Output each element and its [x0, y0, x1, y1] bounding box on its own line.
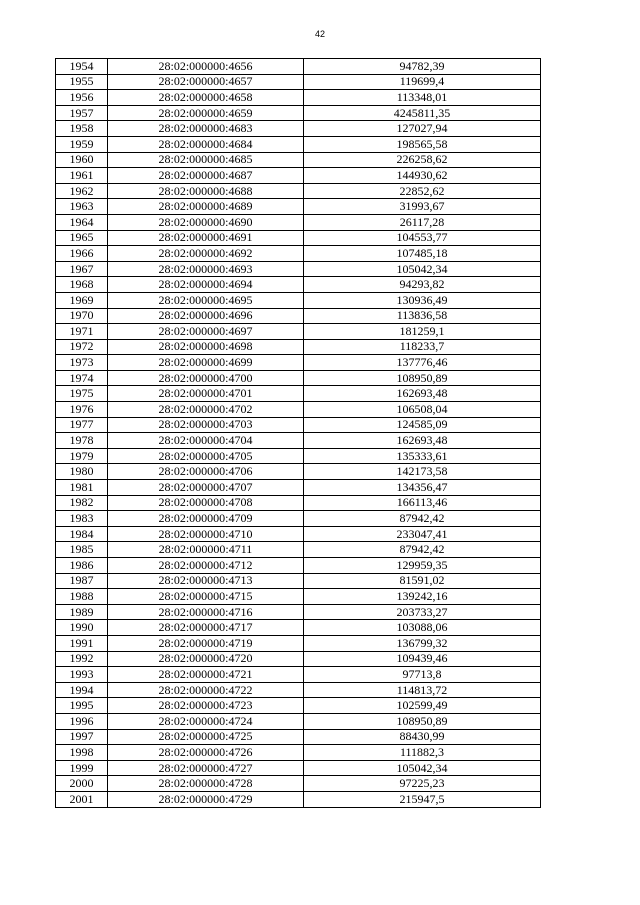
table-row — [56, 791, 541, 807]
cadastral-value-cell: 139242,16 — [304, 589, 541, 605]
row-number-cell: 1977 — [56, 417, 108, 433]
table-row — [56, 339, 541, 355]
row-number-cell: 1956 — [56, 90, 108, 106]
row-number-cell: 1954 — [56, 59, 108, 75]
cadastral-value-cell: 114813,72 — [304, 682, 541, 698]
cadastral-value-cell: 233047,41 — [304, 526, 541, 542]
cadastral-number-cell: 28:02:000000:4719 — [108, 635, 304, 651]
row-number-cell: 1996 — [56, 713, 108, 729]
cadastral-number-cell: 28:02:000000:4717 — [108, 620, 304, 636]
row-number-cell: 1964 — [56, 214, 108, 230]
cadastral-number-cell: 28:02:000000:4656 — [108, 59, 304, 75]
cadastral-number-cell: 28:02:000000:4720 — [108, 651, 304, 667]
table-row — [56, 713, 541, 729]
table-row — [56, 526, 541, 542]
cadastral-value-cell: 4245811,35 — [304, 105, 541, 121]
row-number-cell: 1987 — [56, 573, 108, 589]
cadastral-value-cell: 104553,77 — [304, 230, 541, 246]
table-row — [56, 74, 541, 90]
cadastral-value-cell: 97225,23 — [304, 776, 541, 792]
cadastral-value-cell: 88430,99 — [304, 729, 541, 745]
cadastral-number-cell: 28:02:000000:4704 — [108, 433, 304, 449]
cadastral-value-cell: 111882,3 — [304, 745, 541, 761]
cadastral-number-cell: 28:02:000000:4690 — [108, 214, 304, 230]
row-number-cell: 1979 — [56, 448, 108, 464]
table-row — [56, 448, 541, 464]
table-row — [56, 651, 541, 667]
row-number-cell: 1992 — [56, 651, 108, 667]
row-number-cell: 1963 — [56, 199, 108, 215]
cadastral-value-cell: 135333,61 — [304, 448, 541, 464]
cadastral-value-cell: 108950,89 — [304, 370, 541, 386]
cadastral-value-cell: 130936,49 — [304, 292, 541, 308]
table-row — [56, 635, 541, 651]
cadastral-number-cell: 28:02:000000:4701 — [108, 386, 304, 402]
table-row — [56, 417, 541, 433]
cadastral-value-cell: 87942,42 — [304, 511, 541, 527]
cadastral-number-cell: 28:02:000000:4710 — [108, 526, 304, 542]
row-number-cell: 1966 — [56, 246, 108, 262]
table-row — [56, 667, 541, 683]
row-number-cell: 1976 — [56, 402, 108, 418]
cadastral-value-cell: 137776,46 — [304, 355, 541, 371]
cadastral-number-cell: 28:02:000000:4688 — [108, 183, 304, 199]
table-row — [56, 386, 541, 402]
cadastral-number-cell: 28:02:000000:4727 — [108, 760, 304, 776]
row-number-cell: 1972 — [56, 339, 108, 355]
cadastral-value-cell: 124585,09 — [304, 417, 541, 433]
table-row — [56, 370, 541, 386]
cadastral-number-cell: 28:02:000000:4657 — [108, 74, 304, 90]
table-row — [56, 558, 541, 574]
cadastral-number-cell: 28:02:000000:4692 — [108, 246, 304, 262]
table-row — [56, 105, 541, 121]
row-number-cell: 1999 — [56, 760, 108, 776]
row-number-cell: 1961 — [56, 168, 108, 184]
cadastral-number-cell: 28:02:000000:4705 — [108, 448, 304, 464]
table-row — [56, 620, 541, 636]
cadastral-value-cell: 105042,34 — [304, 760, 541, 776]
row-number-cell: 1984 — [56, 526, 108, 542]
cadastral-value-cell: 144930,62 — [304, 168, 541, 184]
table-row — [56, 199, 541, 215]
table-row — [56, 604, 541, 620]
cadastral-value-cell: 119699,4 — [304, 74, 541, 90]
cadastral-number-cell: 28:02:000000:4721 — [108, 667, 304, 683]
cadastral-value-cell: 181259,1 — [304, 324, 541, 340]
cadastral-value-cell: 113836,58 — [304, 308, 541, 324]
row-number-cell: 1962 — [56, 183, 108, 199]
row-number-cell: 1989 — [56, 604, 108, 620]
row-number-cell: 1978 — [56, 433, 108, 449]
table-row — [56, 542, 541, 558]
cadastral-number-cell: 28:02:000000:4659 — [108, 105, 304, 121]
table-row — [56, 136, 541, 152]
cadastral-value-cell: 162693,48 — [304, 433, 541, 449]
row-number-cell: 1957 — [56, 105, 108, 121]
row-number-cell: 1991 — [56, 635, 108, 651]
cadastral-value-cell: 107485,18 — [304, 246, 541, 262]
cadastral-number-cell: 28:02:000000:4728 — [108, 776, 304, 792]
cadastral-number-cell: 28:02:000000:4683 — [108, 121, 304, 137]
row-number-cell: 1993 — [56, 667, 108, 683]
cadastral-value-cell: 129959,35 — [304, 558, 541, 574]
cadastral-value-cell: 118233,7 — [304, 339, 541, 355]
table-row — [56, 121, 541, 137]
table-row — [56, 682, 541, 698]
row-number-cell: 2001 — [56, 791, 108, 807]
cadastral-value-cell: 22852,62 — [304, 183, 541, 199]
row-number-cell: 1998 — [56, 745, 108, 761]
cadastral-value-cell: 31993,67 — [304, 199, 541, 215]
row-number-cell: 1965 — [56, 230, 108, 246]
cadastral-value-cell: 81591,02 — [304, 573, 541, 589]
row-number-cell: 2000 — [56, 776, 108, 792]
cadastral-value-cell: 106508,04 — [304, 402, 541, 418]
table-row — [56, 59, 541, 75]
cadastral-number-cell: 28:02:000000:4722 — [108, 682, 304, 698]
row-number-cell: 1974 — [56, 370, 108, 386]
cadastral-number-cell: 28:02:000000:4703 — [108, 417, 304, 433]
cadastral-value-cell: 94293,82 — [304, 277, 541, 293]
row-number-cell: 1975 — [56, 386, 108, 402]
cadastral-value-cell: 94782,39 — [304, 59, 541, 75]
cadastral-number-cell: 28:02:000000:4709 — [108, 511, 304, 527]
row-number-cell: 1967 — [56, 261, 108, 277]
table-body — [56, 59, 541, 808]
table-row — [56, 277, 541, 293]
cadastral-number-cell: 28:02:000000:4691 — [108, 230, 304, 246]
cadastral-number-cell: 28:02:000000:4702 — [108, 402, 304, 418]
cadastral-number-cell: 28:02:000000:4729 — [108, 791, 304, 807]
cadastral-number-cell: 28:02:000000:4698 — [108, 339, 304, 355]
table-row — [56, 776, 541, 792]
table-row — [56, 308, 541, 324]
table-row — [56, 729, 541, 745]
table-row — [56, 214, 541, 230]
table-row — [56, 90, 541, 106]
cadastral-number-cell: 28:02:000000:4707 — [108, 480, 304, 496]
cadastral-number-cell: 28:02:000000:4697 — [108, 324, 304, 340]
row-number-cell: 1980 — [56, 464, 108, 480]
table-row — [56, 168, 541, 184]
cadastral-number-cell: 28:02:000000:4716 — [108, 604, 304, 620]
cadastral-number-cell: 28:02:000000:4725 — [108, 729, 304, 745]
cadastral-number-cell: 28:02:000000:4708 — [108, 495, 304, 511]
row-number-cell: 1982 — [56, 495, 108, 511]
cadastral-value-cell: 166113,46 — [304, 495, 541, 511]
cadastral-number-cell: 28:02:000000:4684 — [108, 136, 304, 152]
cadastral-number-cell: 28:02:000000:4723 — [108, 698, 304, 714]
cadastral-number-cell: 28:02:000000:4696 — [108, 308, 304, 324]
table-row — [56, 464, 541, 480]
table-row — [56, 433, 541, 449]
row-number-cell: 1995 — [56, 698, 108, 714]
cadastral-value-cell: 136799,32 — [304, 635, 541, 651]
cadastral-value-cell: 162693,48 — [304, 386, 541, 402]
cadastral-value-cell: 105042,34 — [304, 261, 541, 277]
cadastral-number-cell: 28:02:000000:4694 — [108, 277, 304, 293]
cadastral-value-cell: 108950,89 — [304, 713, 541, 729]
row-number-cell: 1985 — [56, 542, 108, 558]
cadastral-value-cell: 142173,58 — [304, 464, 541, 480]
cadastral-number-cell: 28:02:000000:4706 — [108, 464, 304, 480]
row-number-cell: 1955 — [56, 74, 108, 90]
cadastral-value-cell: 134356,47 — [304, 480, 541, 496]
page-number: 42 — [314, 29, 325, 39]
cadastral-number-cell: 28:02:000000:4695 — [108, 292, 304, 308]
row-number-cell: 1983 — [56, 511, 108, 527]
cadastral-number-cell: 28:02:000000:4712 — [108, 558, 304, 574]
cadastral-number-cell: 28:02:000000:4724 — [108, 713, 304, 729]
cadastral-value-cell: 109439,46 — [304, 651, 541, 667]
cadastral-number-cell: 28:02:000000:4689 — [108, 199, 304, 215]
row-number-cell: 1959 — [56, 136, 108, 152]
cadastral-number-cell: 28:02:000000:4715 — [108, 589, 304, 605]
table-row — [56, 573, 541, 589]
row-number-cell: 1988 — [56, 589, 108, 605]
cadastral-value-cell: 103088,06 — [304, 620, 541, 636]
row-number-cell: 1990 — [56, 620, 108, 636]
table-row — [56, 698, 541, 714]
row-number-cell: 1997 — [56, 729, 108, 745]
cadastral-value-cell: 198565,58 — [304, 136, 541, 152]
cadastral-value-cell: 26117,28 — [304, 214, 541, 230]
cadastral-value-cell: 87942,42 — [304, 542, 541, 558]
cadastral-value-cell: 97713,8 — [304, 667, 541, 683]
table-row — [56, 589, 541, 605]
cadastral-value-table — [55, 58, 541, 808]
table-row — [56, 246, 541, 262]
row-number-cell: 1981 — [56, 480, 108, 496]
table-row — [56, 480, 541, 496]
table-row — [56, 760, 541, 776]
table-row — [56, 511, 541, 527]
table-row — [56, 355, 541, 371]
cadastral-number-cell: 28:02:000000:4726 — [108, 745, 304, 761]
table-row — [56, 495, 541, 511]
table-row — [56, 183, 541, 199]
cadastral-number-cell: 28:02:000000:4685 — [108, 152, 304, 168]
table-row — [56, 745, 541, 761]
table-row — [56, 152, 541, 168]
row-number-cell: 1973 — [56, 355, 108, 371]
cadastral-number-cell: 28:02:000000:4658 — [108, 90, 304, 106]
cadastral-value-cell: 127027,94 — [304, 121, 541, 137]
cadastral-number-cell: 28:02:000000:4700 — [108, 370, 304, 386]
cadastral-number-cell: 28:02:000000:4713 — [108, 573, 304, 589]
cadastral-value-cell: 226258,62 — [304, 152, 541, 168]
row-number-cell: 1970 — [56, 308, 108, 324]
cadastral-number-cell: 28:02:000000:4693 — [108, 261, 304, 277]
row-number-cell: 1969 — [56, 292, 108, 308]
cadastral-value-cell: 102599,49 — [304, 698, 541, 714]
cadastral-value-cell: 203733,27 — [304, 604, 541, 620]
row-number-cell: 1986 — [56, 558, 108, 574]
cadastral-number-cell: 28:02:000000:4699 — [108, 355, 304, 371]
cadastral-number-cell: 28:02:000000:4687 — [108, 168, 304, 184]
row-number-cell: 1960 — [56, 152, 108, 168]
table-row — [56, 292, 541, 308]
row-number-cell: 1968 — [56, 277, 108, 293]
row-number-cell: 1994 — [56, 682, 108, 698]
cadastral-value-cell: 113348,01 — [304, 90, 541, 106]
table-row — [56, 261, 541, 277]
cadastral-value-cell: 215947,5 — [304, 791, 541, 807]
cadastral-number-cell: 28:02:000000:4711 — [108, 542, 304, 558]
table-row — [56, 402, 541, 418]
table-row — [56, 230, 541, 246]
table-row — [56, 324, 541, 340]
row-number-cell: 1958 — [56, 121, 108, 137]
row-number-cell: 1971 — [56, 324, 108, 340]
